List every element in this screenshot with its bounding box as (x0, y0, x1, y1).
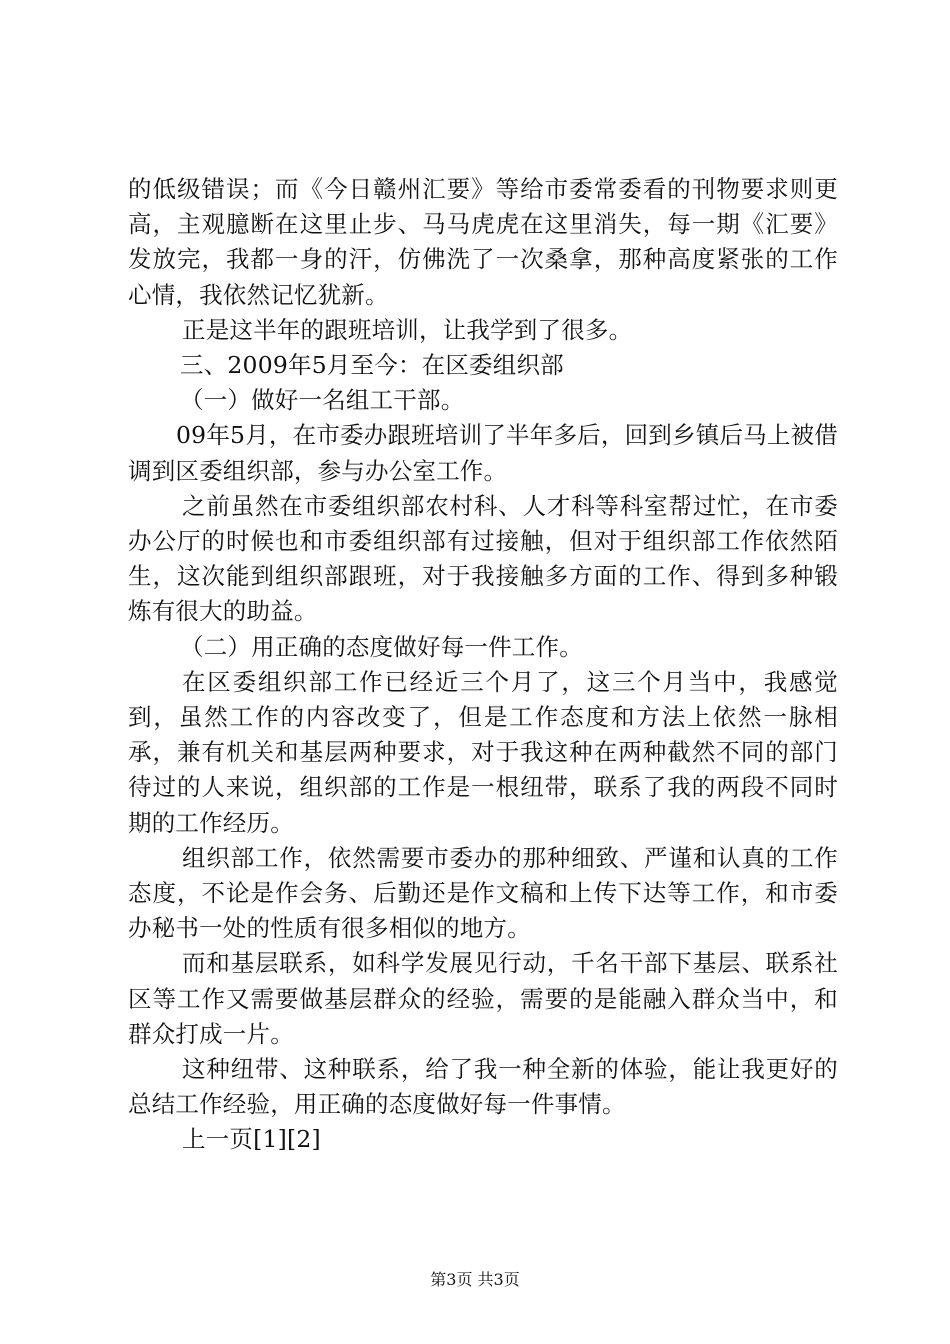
section-heading-three: 三、2009年5月至今：在区委组织部 (180, 351, 564, 380)
paragraph-continuation: 的低级错误；而《今日赣州汇要》等给市委常委看的刊物要求则更高，主观臆断在这里止步、马马虎虎在这里消失，每一期《汇要》发放完，我都一身的汗，仿佛洗了一次桑拿，那种高度紧张的工作心情，我依然记忆犹新。 (128, 175, 838, 309)
paragraph-conclusion: 这种纽带、这种联系，给了我一种全新的体验，能让我更好的总结工作经验，用正确的态度做好每一件事情。 (128, 1055, 838, 1119)
paragraph-work-attitude: 组织部工作，依然需要市委办的那种细致、严谨和认真的工作态度，不论是作会务、后勤还是作文稿和上传下达等工作，和市委办秘书一处的性质有很多相似的地方。 (128, 843, 838, 943)
paragraph-previous-experience: 之前虽然在市委组织部农村科、人才科等科室帮过忙，在市委办公厅的时候也和市委组织部有过接触，但对于组织部工作依然陌生，这次能到组织部跟班，对于我接触多方面的工作、得到多种锻炼有很大的助益。 (128, 491, 838, 626)
subsection-heading-one: （一）做好一名组工干部。 (180, 386, 465, 415)
paragraph-training-summary: 正是这半年的跟班培训，让我学到了很多。 (182, 315, 633, 344)
subsection-heading-two: （二）用正确的态度做好每一件工作。 (180, 632, 583, 661)
paragraph-three-months: 在区委组织部工作已经近三个月了，这三个月当中，我感觉到，虽然工作的内容改变了，但是工作态度和方法上依然一脉相承，兼有机关和基层两种要求，对于我这种在两种截然不同的部门待过的人来说，组织部的工作是一根纽带，联系了我的两段不同时期的工作经历。 (128, 667, 838, 837)
paragraph-grassroots: 而和基层联系，如科学发展见行动，千名干部下基层、联系社区等工作又需要做基层群众的经验，需要的是能融入群众当中，和群众打成一片。 (128, 949, 838, 1048)
paragraph-transfer: 09年5月，在市委办跟班培训了半年多后，回到乡镇后马上被借调到区委组织部，参与办公室工作。 (128, 421, 838, 485)
page-footer: 第3页 共3页 (430, 1270, 520, 1289)
pagination-links[interactable]: 上一页[1][2] (182, 1125, 321, 1154)
document-body (128, 172, 838, 1158)
